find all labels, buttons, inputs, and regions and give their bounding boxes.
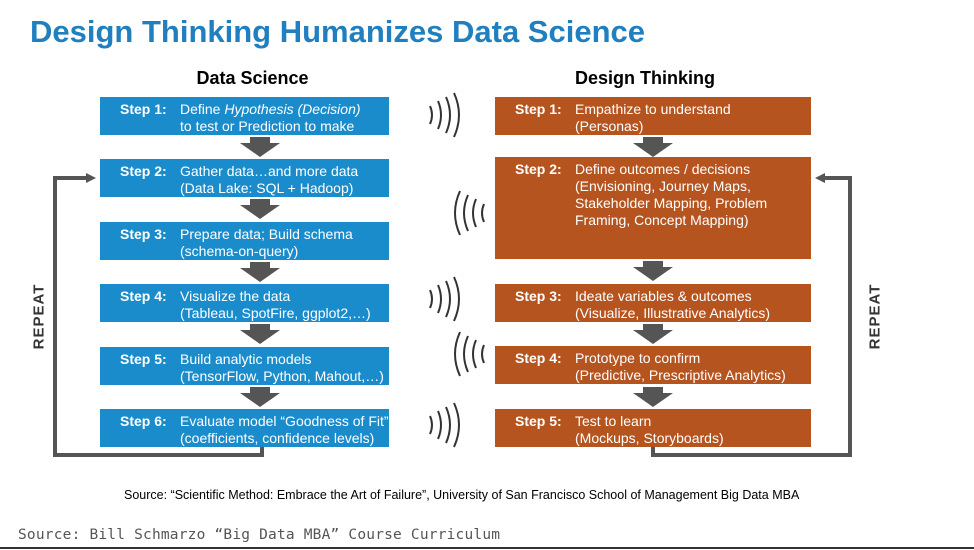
source-note: Source: “Scientific Method: Embrace the Art of Failure”, University of San Francisco School of Management Big Data MBA <box>124 488 800 502</box>
dt-step-3 <box>495 284 811 322</box>
page-title: Design Thinking Humanizes Data Science <box>30 14 645 49</box>
footer-divider <box>0 547 974 549</box>
step-label: Step 5: <box>515 413 562 429</box>
ds-step-6 <box>100 409 389 447</box>
step-text-line: (Tableau, SpotFire, ggplot2,…) <box>180 305 371 321</box>
down-arrow-icon <box>240 199 280 219</box>
step-text-line: Test to learn <box>575 413 652 429</box>
dt-step-2 <box>495 157 811 259</box>
step-text <box>575 413 724 447</box>
step-text-line: (Envisioning, Journey Maps, <box>575 178 751 194</box>
step-text-line: (TensorFlow, Python, Mahout,…) <box>180 368 384 384</box>
ds-step-5 <box>100 347 389 385</box>
step-text-italic: Hypothesis (Decision) <box>224 101 361 117</box>
repeat-label-right: REPEAT <box>866 283 884 350</box>
step-text-line: Stakeholder Mapping, Problem <box>575 195 768 211</box>
step-text-line: (Data Lake: SQL + Hadoop) <box>180 180 354 196</box>
step-label: Step 4: <box>515 350 562 366</box>
step-text-line: (Visualize, Illustrative Analytics) <box>575 305 771 321</box>
footer-source: Source: Bill Schmarzo “Big Data MBA” Course Curriculum <box>18 527 501 543</box>
data-science-heading: Data Science <box>196 68 309 88</box>
ds-step-2 <box>100 159 389 197</box>
step-label: Step 2: <box>120 163 167 179</box>
signal-right-icon <box>430 93 459 137</box>
step-text <box>180 351 384 385</box>
step-text <box>575 350 786 384</box>
step-text <box>180 163 358 197</box>
repeat-label-left: REPEAT <box>30 283 48 350</box>
signal-left-icon <box>455 332 484 376</box>
step-text-line: Prototype to confirm <box>575 350 701 366</box>
step-text <box>180 413 389 447</box>
step-label: Step 2: <box>515 161 562 177</box>
step-text-line: Ideate variables & outcomes <box>575 288 752 304</box>
down-arrow-icon <box>633 137 673 157</box>
signal-right-icon <box>430 403 459 447</box>
step-label: Step 3: <box>120 226 167 242</box>
step-text-line: Define outcomes / decisions <box>575 161 751 177</box>
step-text-line: Empathize to understand <box>575 101 731 117</box>
dt-step-1 <box>495 97 811 135</box>
step-label: Step 6: <box>120 413 167 429</box>
down-arrow-icon <box>240 262 280 282</box>
step-text-line: (Predictive, Prescriptive Analytics) <box>575 367 786 383</box>
step-text-line: Define <box>180 101 225 117</box>
step-label: Step 4: <box>120 288 167 304</box>
step-text <box>575 161 767 229</box>
step-text <box>180 226 353 260</box>
ds-step-1 <box>100 97 389 135</box>
dt-step-4 <box>495 346 811 384</box>
down-arrow-icon <box>240 387 280 407</box>
step-label: Step 1: <box>120 101 167 117</box>
step-text-line: Build analytic models <box>180 351 312 367</box>
dt-step-5 <box>495 409 811 447</box>
step-label: Step 5: <box>120 351 167 367</box>
step-text-line: Visualize the data <box>180 288 291 304</box>
step-label: Step 3: <box>515 288 562 304</box>
ds-step-3 <box>100 222 389 260</box>
down-arrow-icon <box>633 324 673 344</box>
down-arrow-icon <box>633 261 673 281</box>
step-text-line: (Mockups, Storyboards) <box>575 430 724 446</box>
step-text-line: Gather data…and more data <box>180 163 359 179</box>
down-arrow-icon <box>633 387 673 407</box>
step-text <box>575 288 770 322</box>
step-text-line: (Personas) <box>575 118 644 134</box>
down-arrow-icon <box>240 137 280 157</box>
step-text <box>180 101 361 135</box>
step-text-line: Evaluate model “Goodness of Fit” <box>180 413 389 429</box>
ds-step-4 <box>100 284 389 322</box>
step-text <box>575 101 731 135</box>
step-label: Step 1: <box>515 101 562 117</box>
signal-right-icon <box>430 277 459 321</box>
design-thinking-heading: Design Thinking <box>574 68 715 88</box>
down-arrow-icon <box>240 324 280 344</box>
step-text-line: (coefficients, confidence levels) <box>180 430 375 446</box>
step-text-line: Framing, Concept Mapping) <box>575 212 749 228</box>
step-text <box>180 288 371 322</box>
step-text-line: to test or Prediction to make <box>180 118 355 134</box>
signal-left-icon <box>455 191 484 235</box>
step-text-line: Prepare data; Build schema <box>180 226 353 242</box>
step-text-line: (schema-on-query) <box>180 243 299 259</box>
